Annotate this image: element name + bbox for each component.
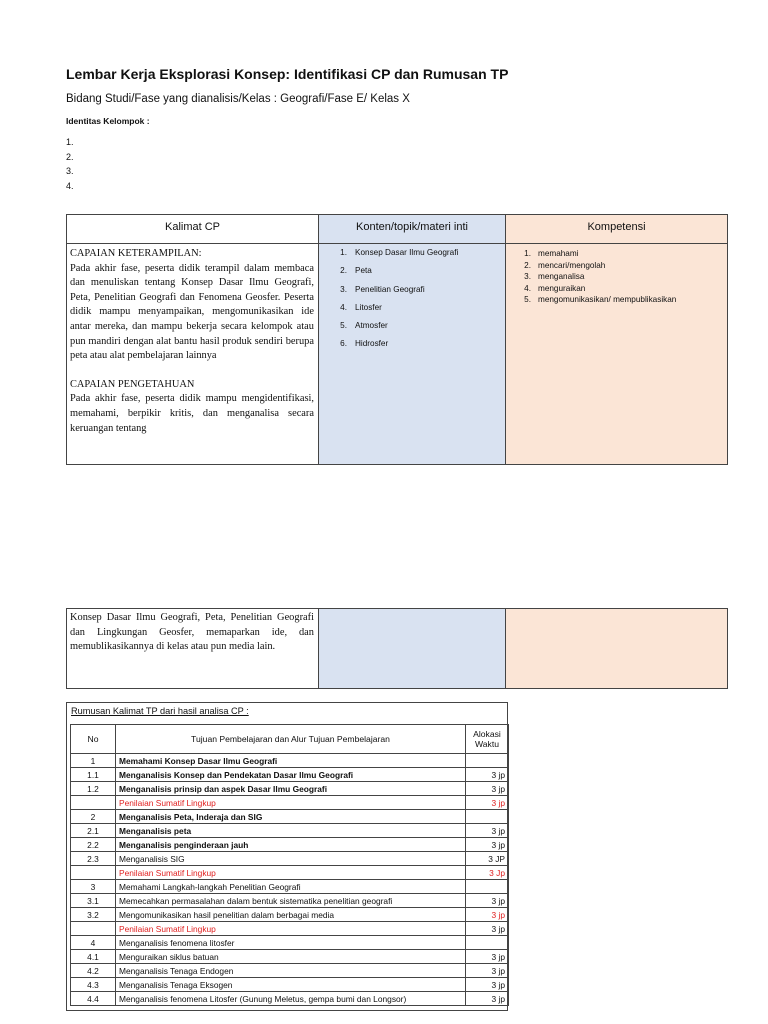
konten-item-text: Hidrosfer [355,339,389,349]
tp-row-alokasi: 3 jp [466,922,509,936]
konten-item-text: Penelitian Geografi [355,284,425,294]
cp-analysis-table-continued [66,608,728,689]
tp-row-tujuan: Memahami Konsep Dasar Ilmu Geografi [116,754,466,768]
kompetensi-item-number: 5. [524,295,531,304]
tp-row-tujuan: Menganalisis prinsip dan aspek Dasar Ilmu Geografi [116,782,466,796]
cp-continued-text: Konsep Dasar Ilmu Geografi, Peta, Penelitian Geografi dan Lingkungan Geosfer, memaparkan ide, dan memublikasikannya di kelas atau pun media lain. [70,612,314,653]
kompetensi-item-text: menganalisa [538,272,585,281]
kompetensi-column [506,215,727,464]
tp-row-tujuan: Mengomunikasikan hasil penelitian dalam berbagai media [116,908,466,922]
tp-row-tujuan: Menganalisis Tenaga Endogen [116,964,466,978]
tp-header-tujuan: Tujuan Pembelajaran dan Alur Tujuan Pembelajaran [116,725,466,754]
kompetensi-item [506,260,727,272]
kompetensi-item-text: menguraikan [538,283,586,293]
konten-item-text: Litosfer [355,302,382,312]
tp-row-tujuan: Menganalisis Tenaga Eksogen [116,978,466,992]
tp-row [71,810,509,824]
tp-row [71,992,509,1006]
tp-row-tujuan: Memahami Langkah-langkah Penelitian Geografi [116,880,466,894]
tp-row-alokasi: 3 jp [466,824,509,838]
kompetensi-item-text: mencari/mengolah [538,260,606,270]
kompetensi-item-number: 1. [524,249,531,258]
konten-item-number: 1. [340,248,347,257]
tp-row-alokasi: 3 jp [466,894,509,908]
tp-row [71,768,509,782]
konten-item [319,266,505,284]
tp-row [71,824,509,838]
member-number: 1. [66,137,74,147]
tp-row-no: 2.3 [71,852,116,866]
tp-row-alokasi: 3 jp [466,950,509,964]
tp-row-alokasi [466,754,509,768]
cp-keterampilan-label: CAPAIAN KETERAMPILAN: [70,248,202,259]
konten-column [319,609,506,688]
tp-row-no: 3.1 [71,894,116,908]
member-number: 3. [66,166,74,176]
tp-row-tujuan: Menganalisis Konsep dan Pendekatan Dasar Ilmu Geografi [116,768,466,782]
cp-text [67,244,318,464]
tp-row-alokasi: 3 jp [466,838,509,852]
cp-column [67,215,319,464]
tp-row-no: 3 [71,880,116,894]
tp-row [71,922,509,936]
group-identity-label: Identitas Kelompok : [66,116,150,126]
tp-row-no: 1 [71,754,116,768]
konten-item [319,248,505,266]
tp-row-tujuan: Penilaian Sumatif Lingkup [116,922,466,936]
konten-item-text: Konsep Dasar Ilmu Geografi [355,248,459,257]
tp-row-tujuan: Memecahkan permasalahan dalam bentuk sistematika penelitian geografi [116,894,466,908]
tp-caption: Rumusan Kalimat TP dari hasil analisa CP : [71,706,249,716]
kompetensi-item-text: mengomunikasikan/ mempublikasikan [538,295,677,304]
konten-item-number: 3. [340,284,347,294]
tp-row-no: 4.3 [71,978,116,992]
kompetensi-item [506,248,727,260]
tp-row-no [71,796,116,810]
konten-column [319,215,506,464]
tp-row [71,936,509,950]
group-member-list [66,135,74,193]
konten-item-number: 6. [340,339,347,349]
tp-row [71,950,509,964]
cp-keterampilan-text: Pada akhir fase, peserta didik terampil dalam membaca dan menuliskan tentang Konsep Dasar Ilmu Geografi, Peta, Penelitian Geografi dan Fenomena Geosfer. Peserta didik mampu menyampaikan, mengomunikasikan ide antar mereka, dan mampu bekerja secara kelompok atau pun mandiri dengan alat bantu hasil produk sendiri berupa peta atau alat pembelajaran lainnya [70,262,314,362]
tp-row-no: 4.2 [71,964,116,978]
konten-item [319,303,505,321]
tp-row-no: 3.2 [71,908,116,922]
kompetensi-item [506,271,727,283]
kompetensi-item-number: 4. [524,283,531,293]
kompetensi-item-number: 3. [524,272,531,281]
tp-row [71,894,509,908]
tp-row-tujuan: Penilaian Sumatif Lingkup [116,866,466,880]
tp-row-tujuan: Menganalisis penginderaan jauh [116,838,466,852]
konten-item-number: 4. [340,302,347,312]
kompetensi-item [506,294,727,306]
tp-row [71,880,509,894]
konten-item [319,339,505,357]
tp-row-no: 2.2 [71,838,116,852]
tp-row [71,782,509,796]
konten-item-text: Atmosfer [355,321,388,331]
cp-analysis-table [66,214,728,465]
konten-column-header: Konten/topik/materi inti [319,215,505,244]
cp-pengetahuan-label: CAPAIAN PENGETAHUAN [70,378,195,390]
tp-row-no: 4.4 [71,992,116,1006]
tp-row-alokasi: 3 jp [466,908,509,922]
konten-item [319,285,505,303]
member-number: 4. [66,180,74,191]
tp-row-no [71,866,116,880]
tp-row-tujuan: Menganalisis Peta, Inderaja dan SIG [116,810,466,824]
tp-header-no: No [71,725,116,754]
kompetensi-item [506,283,727,295]
tp-row-no: 2.1 [71,824,116,838]
tp-row-tujuan: Penilaian Sumatif Lingkup [116,796,466,810]
tp-row-tujuan: Menguraikan siklus batuan [116,950,466,964]
page-title: Lembar Kerja Eksplorasi Konsep: Identifikasi CP dan Rumusan TP [66,66,509,82]
tp-row-alokasi: 3 jp [466,782,509,796]
tp-row [71,796,509,810]
tp-row-alokasi: 3 jp [466,992,509,1006]
member-number: 2. [66,151,74,162]
konten-list [319,248,505,358]
tp-row [71,852,509,866]
tp-row [71,908,509,922]
cp-column-header: Kalimat CP [67,215,318,244]
kompetensi-column [506,609,727,688]
tp-row-no: 1.2 [71,782,116,796]
tp-row-no [71,922,116,936]
tp-row-tujuan: Menganalisis peta [116,824,466,838]
tp-row-alokasi: 3 Jp [466,866,509,880]
subject-line: Bidang Studi/Fase yang dianalisis/Kelas : Geografi/Fase E/ Kelas X [66,93,410,105]
tp-row [71,964,509,978]
kompetensi-column-header: Kompetensi [506,215,727,244]
kompetensi-item-text: memahami [538,249,579,258]
tp-row-alokasi: 3 jp [466,978,509,992]
konten-item [319,321,505,339]
tp-row-no: 1.1 [71,768,116,782]
kompetensi-item-number: 2. [524,260,531,270]
tp-row-alokasi [466,936,509,950]
tp-row-alokasi: 3 jp [466,768,509,782]
tp-row-alokasi: 3 jp [466,964,509,978]
tp-header-alokasi: Alokasi Waktu [466,725,509,754]
tp-table [70,724,509,1006]
tp-row-tujuan: Menganalisis fenomena litosfer [116,936,466,950]
konten-item-number: 5. [340,321,347,331]
tp-row [71,838,509,852]
tp-row-tujuan: Menganalisis SIG [116,852,466,866]
tp-row [71,866,509,880]
cp-pengetahuan-text: Pada akhir fase, peserta didik mampu mengidentifikasi, memahami, berpikir kritis, dan menganalisa secara keruangan tentang [70,393,314,434]
tp-row-no: 2 [71,810,116,824]
tp-row-no: 4.1 [71,950,116,964]
tp-row-alokasi [466,880,509,894]
tp-row-alokasi: 3 JP [466,852,509,866]
tp-row [71,754,509,768]
tp-row-no: 4 [71,936,116,950]
cp-column [67,609,319,688]
tp-row [71,978,509,992]
tp-row-tujuan: Menganalisis fenomena Litosfer (Gunung Meletus, gempa bumi dan Longsor) [116,992,466,1006]
konten-item-number: 2. [340,266,347,276]
kompetensi-list [506,248,727,306]
tp-row-alokasi: 3 jp [466,796,509,810]
konten-item-text: Peta [355,266,372,276]
tp-row-alokasi [466,810,509,824]
